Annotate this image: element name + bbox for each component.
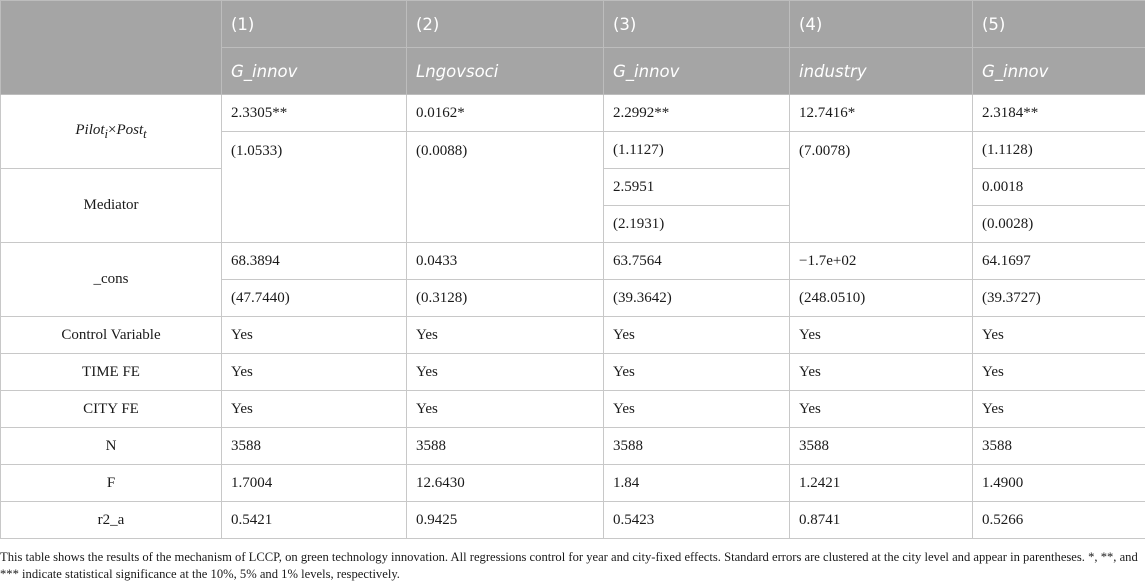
- cons-coef-3: 63.7564: [604, 243, 790, 280]
- header-model-2: (2): [407, 1, 604, 48]
- table-row-n: [1, 428, 1145, 465]
- cell: Yes: [973, 391, 1145, 428]
- pilot-se-3: (1.1127): [604, 132, 790, 169]
- cell: 3588: [790, 428, 973, 465]
- label-times: ×: [108, 121, 117, 138]
- table-row-control-variable: [1, 317, 1145, 354]
- label-post: Post: [116, 121, 144, 138]
- header-depvar-5: G_innov: [973, 48, 1145, 95]
- cons-se-2: (0.3128): [407, 280, 604, 317]
- cell: Yes: [604, 317, 790, 354]
- row-label-r2-a: r2_a: [1, 502, 222, 539]
- mediator-se-5: (0.0028): [973, 206, 1145, 243]
- cell: 1.7004: [222, 465, 407, 502]
- cell: Yes: [222, 354, 407, 391]
- cell: Yes: [222, 317, 407, 354]
- cell: 0.8741: [790, 502, 973, 539]
- pilot-se-2: (0.0088): [407, 132, 604, 243]
- cons-coef-4: −1.7e+02: [790, 243, 973, 280]
- label-sub-i: i: [104, 126, 109, 141]
- row-label-f: F: [1, 465, 222, 502]
- mediator-coef-5: 0.0018: [973, 169, 1145, 206]
- cons-coef-5: 64.1697: [973, 243, 1145, 280]
- pilot-coef-5: 2.3184**: [973, 95, 1145, 132]
- header-model-1: (1): [222, 1, 407, 48]
- cell: 0.5266: [973, 502, 1145, 539]
- cell: 0.9425: [407, 502, 604, 539]
- cell: 12.6430: [407, 465, 604, 502]
- pilot-coef-1: 2.3305**: [222, 95, 407, 132]
- row-label-control-variable: Control Variable: [1, 317, 222, 354]
- row-label-n: N: [1, 428, 222, 465]
- pilot-coef-3: 2.2992**: [604, 95, 790, 132]
- pilot-se-1: (1.0533): [222, 132, 407, 243]
- cell: Yes: [790, 354, 973, 391]
- cons-se-5: (39.3727): [973, 280, 1145, 317]
- header-corner-cell: [1, 1, 222, 95]
- cell: 1.84: [604, 465, 790, 502]
- cell: 3588: [604, 428, 790, 465]
- pilot-coef-2: 0.0162*: [407, 95, 604, 132]
- header-row-model-numbers: [1, 1, 1145, 48]
- table-header: [1, 1, 1145, 95]
- cell: 1.4900: [973, 465, 1145, 502]
- cell: 1.2421: [790, 465, 973, 502]
- cell: 3588: [407, 428, 604, 465]
- cell: 3588: [222, 428, 407, 465]
- cell: Yes: [407, 391, 604, 428]
- row-label-mediator: Mediator: [1, 169, 222, 243]
- cons-coef-2: 0.0433: [407, 243, 604, 280]
- header-model-3: (3): [604, 1, 790, 48]
- header-depvar-3: G_innov: [604, 48, 790, 95]
- cell: Yes: [790, 317, 973, 354]
- cons-coef-1: 68.3894: [222, 243, 407, 280]
- cell: Yes: [604, 354, 790, 391]
- pilot-se-5: (1.1128): [973, 132, 1145, 169]
- cell: Yes: [407, 354, 604, 391]
- pilot-se-4: (7.0078): [790, 132, 973, 243]
- table-row-pilot-post-coef: [1, 95, 1145, 132]
- header-depvar-4: industry: [790, 48, 973, 95]
- cell: Yes: [973, 354, 1145, 391]
- table-row-r2-a: [1, 502, 1145, 539]
- row-label-time-fe: TIME FE: [1, 354, 222, 391]
- row-label-city-fe: CITY FE: [1, 391, 222, 428]
- row-label-cons: _cons: [1, 243, 222, 317]
- cell: 0.5421: [222, 502, 407, 539]
- mediator-coef-3: 2.5951: [604, 169, 790, 206]
- row-label-pilot-post: [1, 95, 222, 169]
- cell: 0.5423: [604, 502, 790, 539]
- mediator-se-3: (2.1931): [604, 206, 790, 243]
- cell: Yes: [604, 391, 790, 428]
- label-sub-t: t: [143, 126, 147, 141]
- pilot-coef-4: 12.7416*: [790, 95, 973, 132]
- table-body: [1, 95, 1145, 539]
- cell: 3588: [973, 428, 1145, 465]
- cons-se-3: (39.3642): [604, 280, 790, 317]
- header-model-5: (5): [973, 1, 1145, 48]
- table-row-time-fe: [1, 354, 1145, 391]
- header-depvar-2: Lngovsoci: [407, 48, 604, 95]
- cons-se-4: (248.0510): [790, 280, 973, 317]
- header-model-4: (4): [790, 1, 973, 48]
- cell: Yes: [973, 317, 1145, 354]
- header-depvar-1: G_innov: [222, 48, 407, 95]
- table-row-city-fe: [1, 391, 1145, 428]
- cell: Yes: [407, 317, 604, 354]
- cons-se-1: (47.7440): [222, 280, 407, 317]
- table-footnote: This table shows the results of the mechanism of LCCP, on green technology innovation. All regressions control for year and city-fixed effects. Standard errors are clustered at the city level and appear in parentheses. *, **, and *** indicate statistical significance at the 10%, 5% and 1% levels, respectively.: [0, 550, 1138, 581]
- cell: Yes: [790, 391, 973, 428]
- label-pilot: Pilot: [75, 121, 105, 138]
- table-row-cons-coef: [1, 243, 1145, 280]
- table-row-f: [1, 465, 1145, 502]
- cell: Yes: [222, 391, 407, 428]
